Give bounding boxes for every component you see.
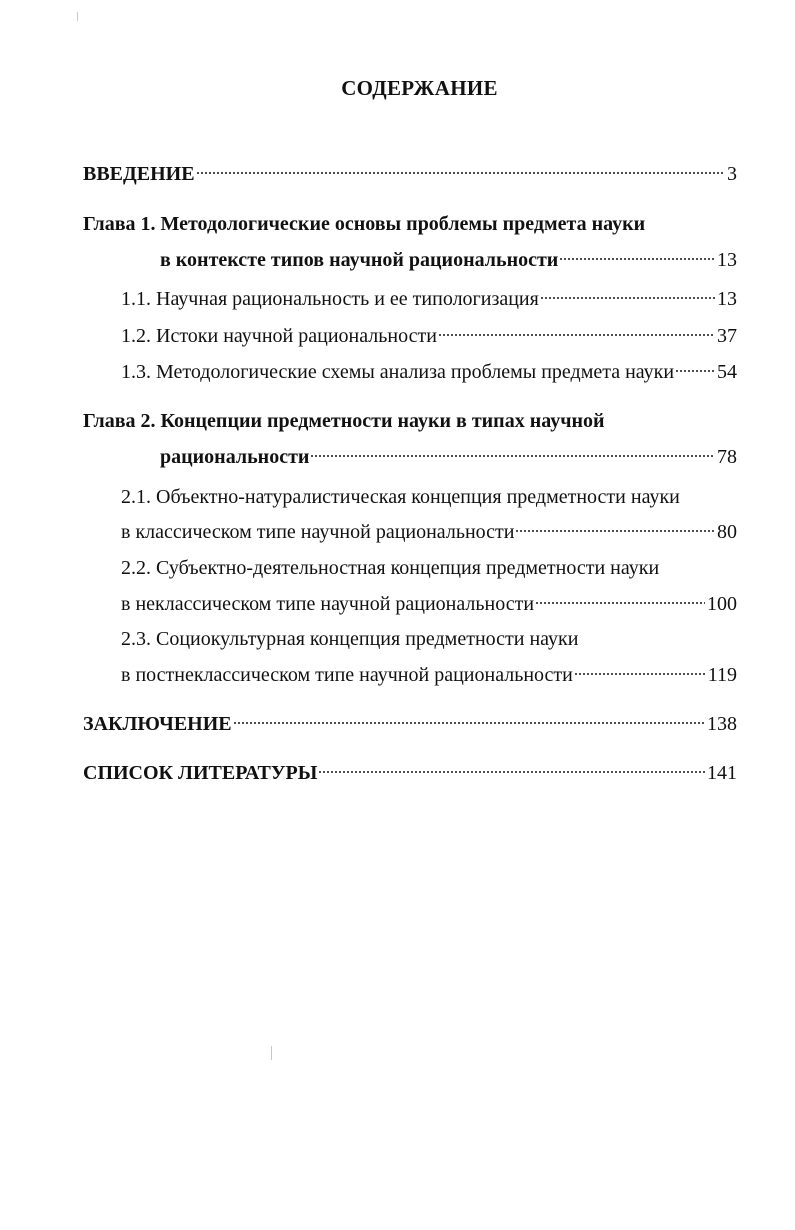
dot-leader [234, 722, 705, 726]
toc-entry-text: Глава 2. Концепции предметности науки в типах научной [83, 410, 605, 432]
page-title: СОДЕРЖАНИЕ [341, 76, 498, 100]
toc-entry-text: 2.1. Объектно-натуралистическая концепция предметности науки [121, 486, 680, 508]
dot-leader [676, 370, 715, 374]
toc-entry-text: ВВЕДЕНИЕ [83, 163, 195, 185]
toc-entry-section-1-2 [121, 323, 737, 349]
toc-page-number: 141 [707, 762, 737, 784]
toc-entry-text: в неклассическом типе научной рациональности [121, 593, 535, 615]
toc-entry-text: Глава 1. Методологические основы проблемы предмета науки [83, 213, 646, 235]
dot-leader [516, 530, 715, 534]
scan-artifact [77, 12, 78, 21]
toc-entry-chapter-2 [83, 408, 605, 434]
dot-leader [319, 771, 705, 775]
toc-entry-text: 1.2. Истоки научной рациональности [121, 325, 437, 347]
toc-page-number: 119 [707, 664, 737, 686]
toc-entry-text: 2.2. Субъектно-деятельностная концепция предметности науки [121, 557, 660, 579]
toc-entry-section-2-2 [121, 555, 659, 581]
toc-entry-text: ЗАКЛЮЧЕНИЕ [83, 713, 232, 735]
dot-leader [541, 297, 715, 301]
toc-entry-text: в постнеклассическом типе научной рациональности [121, 664, 573, 686]
toc-entry-text: в классическом типе научной рациональности [121, 521, 515, 543]
toc-page-number: 54 [717, 361, 737, 383]
toc-entry-conclusion [83, 711, 737, 737]
toc-page-number: 78 [717, 446, 737, 468]
toc-page-number: 3 [727, 163, 737, 185]
toc-page-number: 100 [707, 593, 737, 615]
toc-page-number: 13 [717, 249, 737, 271]
dot-leader [311, 455, 715, 459]
scan-artifact [271, 1046, 272, 1060]
toc-entry-section-2-3-cont [121, 662, 737, 688]
dot-leader [560, 258, 715, 262]
toc-entry-text: в контексте типов научной рациональности [160, 249, 559, 271]
dot-leader [439, 334, 715, 338]
toc-entry-chapter-1-cont [160, 247, 737, 273]
toc-entry-text: 1.1. Научная рациональность и ее типологизация [121, 288, 539, 310]
toc-entry-section-2-2-cont [121, 591, 737, 617]
toc-entry-chapter-2-cont [160, 444, 737, 470]
toc-entry-text: 1.3. Методологические схемы анализа проблемы предмета науки [121, 361, 675, 383]
toc-entry-text: 2.3. Социокультурная концепция предметности науки [121, 628, 579, 650]
toc-page-number: 80 [717, 521, 737, 543]
toc-entry-bibliography [83, 760, 737, 786]
dot-leader [536, 602, 705, 606]
toc-entry-section-2-3 [121, 626, 578, 652]
dot-leader [197, 172, 725, 176]
toc-page-number: 138 [707, 713, 737, 735]
toc-entry-section-2-1-cont [121, 519, 737, 545]
toc-entry-chapter-1 [83, 211, 645, 237]
toc-entry-section-1-3 [121, 359, 737, 385]
toc-page-number: 13 [717, 288, 737, 310]
toc-entry-section-1-1 [121, 286, 737, 312]
dot-leader [575, 673, 706, 677]
toc-page-number: 37 [717, 325, 737, 347]
toc-entry-text: рациональности [160, 446, 310, 468]
toc-entry-text: СПИСОК ЛИТЕРАТУРЫ [83, 762, 318, 784]
toc-entry-section-2-1 [121, 484, 680, 510]
toc-entry-introduction [83, 161, 737, 187]
